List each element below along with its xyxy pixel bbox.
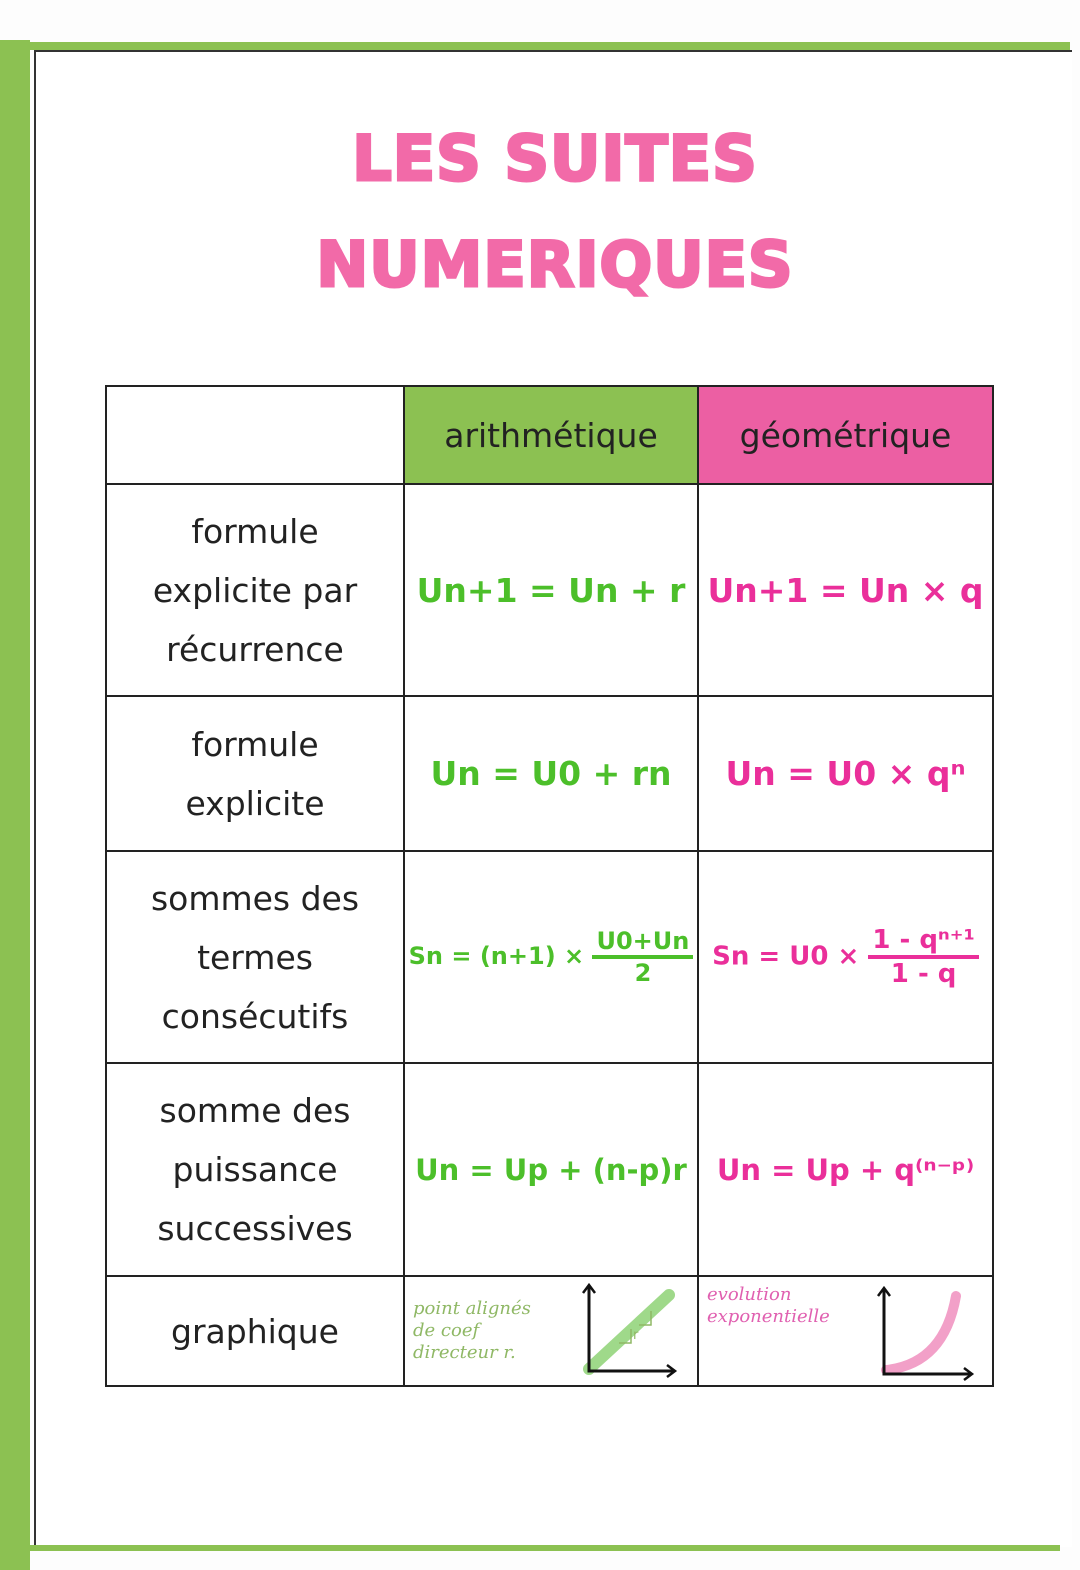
geo-graph-cell [698,1276,993,1386]
label-line: somme des [159,1091,351,1130]
geo-general-formula: Un = Up + q⁽ⁿ⁻ᵖ⁾ [698,1063,993,1276]
title-line-1: LES SUITES [352,122,758,195]
row-label: graphique [106,1276,404,1386]
note-line: evolution [707,1284,792,1305]
formula-prefix: Sn = (n+1) × [408,942,593,970]
label-line: successives [157,1209,353,1248]
table-row [106,1063,993,1276]
green-border-bottom [20,1545,1060,1551]
exponential-graph-icon [864,1284,984,1384]
label-line: explicite par [152,570,358,610]
label-line: sommes des [150,878,360,918]
arith-sum-formula [404,851,698,1063]
title-line-2: NUMERIQUES [316,228,794,301]
denominator: 1 - q [890,959,957,989]
label-line: termes [197,937,313,977]
header-row [106,386,993,484]
label-line: explicite [185,783,325,823]
numerator: 1 - qⁿ⁺¹ [868,925,979,959]
arith-recurrence-formula: Un+1 = Un + r [404,484,698,696]
row-label [106,696,404,851]
denominator: 2 [634,959,652,987]
table-row [106,1276,993,1386]
row-label [106,484,404,696]
numerator: U0+Un [592,927,693,959]
table-row [106,851,993,1063]
label-line: consécutifs [161,996,349,1036]
fraction [592,927,693,987]
header-arithmetique: arithmétique [404,386,698,484]
arith-explicit-formula: Un = U0 + rn [404,696,698,851]
label-line: récurrence [166,629,344,669]
label-line: formule [191,511,319,551]
geo-explicit-formula: Un = U0 × qⁿ [698,696,993,851]
label-line: formule [191,724,319,764]
empty-header-cell [106,386,404,484]
geo-sum-formula [698,851,993,1063]
arith-graph-note [413,1298,531,1364]
geo-graph-note [707,1284,830,1328]
arith-general-formula: Un = Up + (n-p)r [404,1063,698,1276]
arith-graph-cell [404,1276,698,1386]
geo-recurrence-formula: Un+1 = Un × q [698,484,993,696]
sequences-table [105,385,994,1387]
label-line: puissance [172,1150,338,1189]
fraction [868,925,979,989]
table-row [106,484,993,696]
row-label [106,851,404,1063]
row-label [106,1063,404,1276]
note-line: de coef [413,1320,480,1341]
linear-graph-icon [569,1281,689,1381]
note-line: point alignés [413,1298,531,1319]
header-geometrique: géométrique [698,386,993,484]
green-border-top [30,42,1070,50]
table-row [106,696,993,851]
note-line: directeur r. [413,1342,516,1363]
formula-prefix: Sn = U0 × [712,941,869,972]
note-line: exponentielle [707,1306,830,1327]
step-label: r [633,1328,639,1343]
